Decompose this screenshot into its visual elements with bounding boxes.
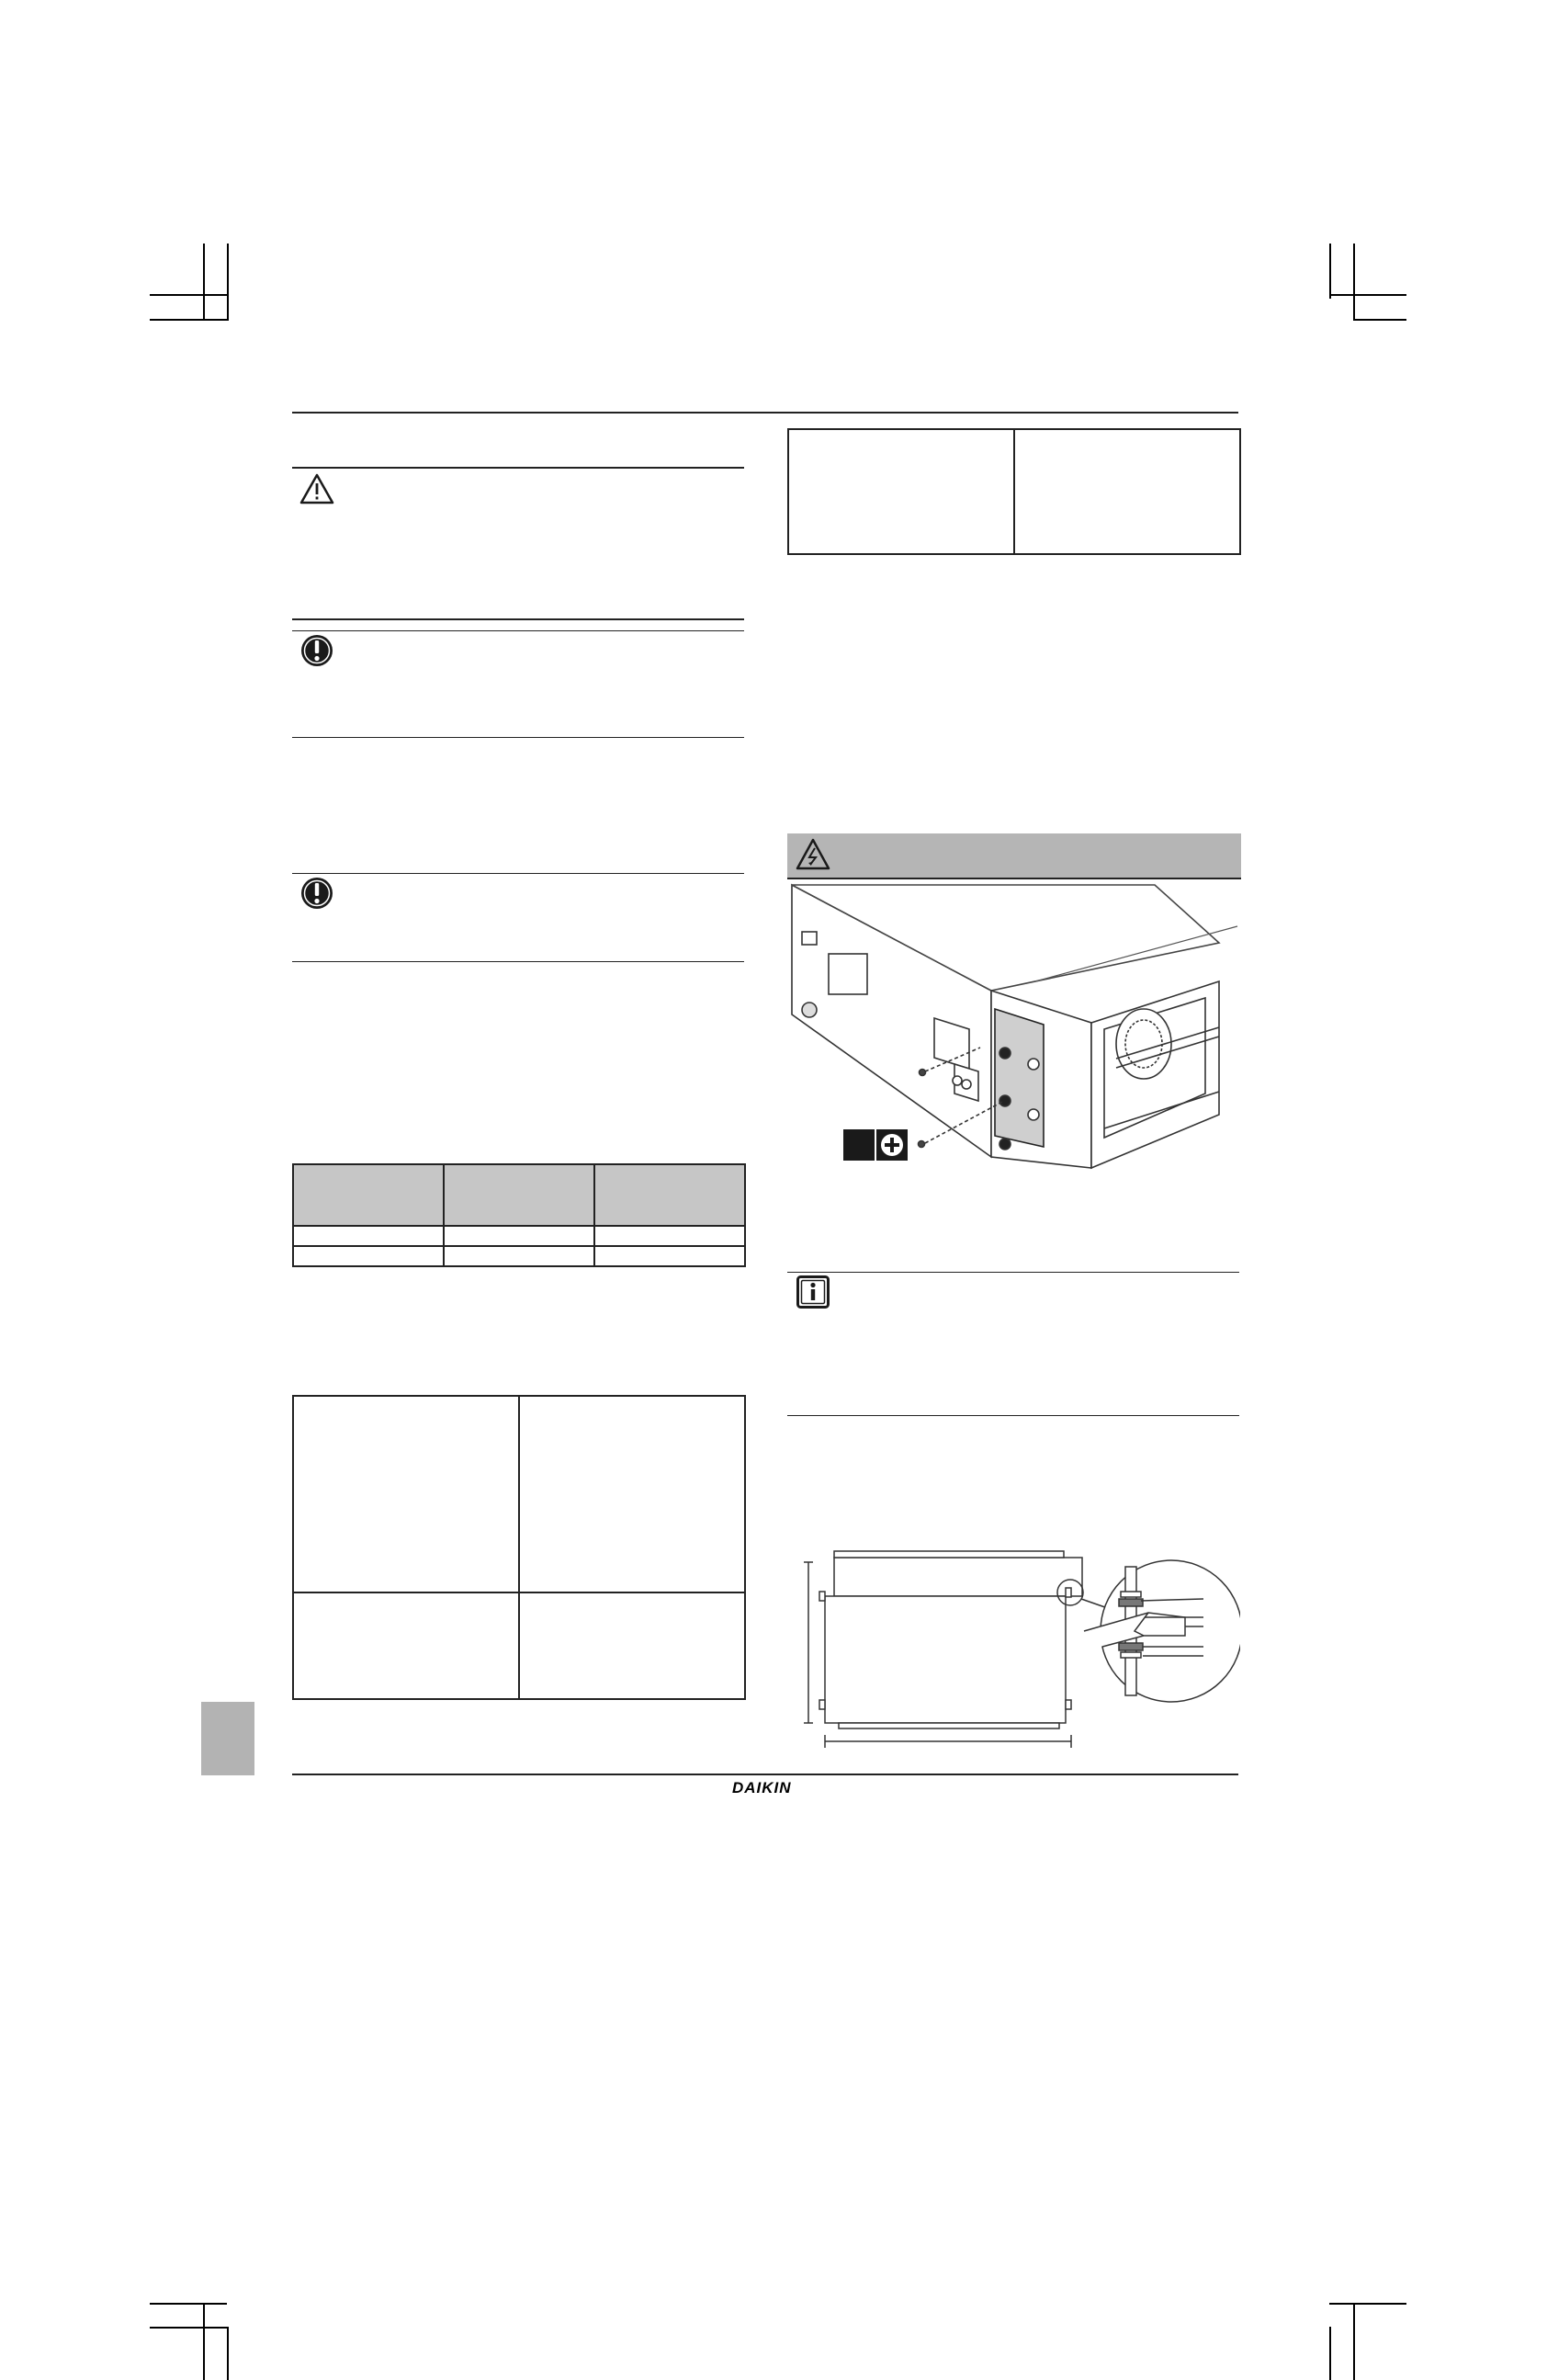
- screwdriver-icon: [876, 1129, 908, 1161]
- table-a: [292, 1163, 746, 1267]
- caution-box-top-rule: [292, 467, 744, 469]
- table-cell: [444, 1226, 594, 1246]
- table-cell: [594, 1246, 745, 1266]
- table-cell: [444, 1246, 594, 1266]
- notice-box-2-bottom-rule: [292, 961, 744, 962]
- info-box-top-rule: [787, 1272, 1239, 1273]
- hanging-bracket-figure: [799, 1544, 1240, 1755]
- exclamation-circle-icon: [300, 634, 333, 667]
- table-a-header-row: [293, 1164, 745, 1226]
- table-cell: [1014, 429, 1240, 554]
- info-box-bottom-rule: [787, 1415, 1239, 1416]
- tool-box-dark: [843, 1129, 875, 1161]
- table-row: [293, 1592, 745, 1699]
- electric-warning-icon: [796, 838, 830, 871]
- table-a-header-cell: [594, 1164, 745, 1226]
- table-cell: [293, 1396, 519, 1592]
- exclamation-circle-icon: [300, 877, 333, 910]
- table-row: [293, 1246, 745, 1266]
- table-cell: [519, 1592, 745, 1699]
- footer-rule: [292, 1774, 1238, 1775]
- notice-box-2-top-rule: [292, 873, 744, 874]
- table-cell: [519, 1396, 745, 1592]
- notice-box-1-bottom-rule: [292, 737, 744, 738]
- daikin-logo: DAIKIN: [732, 1779, 792, 1796]
- side-tab: [201, 1702, 254, 1775]
- table-row: [293, 1226, 745, 1246]
- table-cell: [293, 1246, 444, 1266]
- table-cell: [293, 1226, 444, 1246]
- table-row: [788, 429, 1240, 554]
- electric-warning-band: [787, 833, 1241, 879]
- notice-box-1-top-rule: [292, 630, 744, 631]
- table-cell: [594, 1226, 745, 1246]
- table-c: [787, 428, 1241, 555]
- table-cell: [293, 1592, 519, 1699]
- caution-box-bottom-rule: [292, 618, 744, 620]
- table-cell: [788, 429, 1014, 554]
- table-a-header-cell: [293, 1164, 444, 1226]
- table-row: [293, 1396, 745, 1592]
- warning-triangle-icon: [299, 473, 334, 504]
- table-b: [292, 1395, 746, 1700]
- table-a-header-cell: [444, 1164, 594, 1226]
- header-rule: [292, 412, 1238, 414]
- information-icon: [796, 1275, 830, 1309]
